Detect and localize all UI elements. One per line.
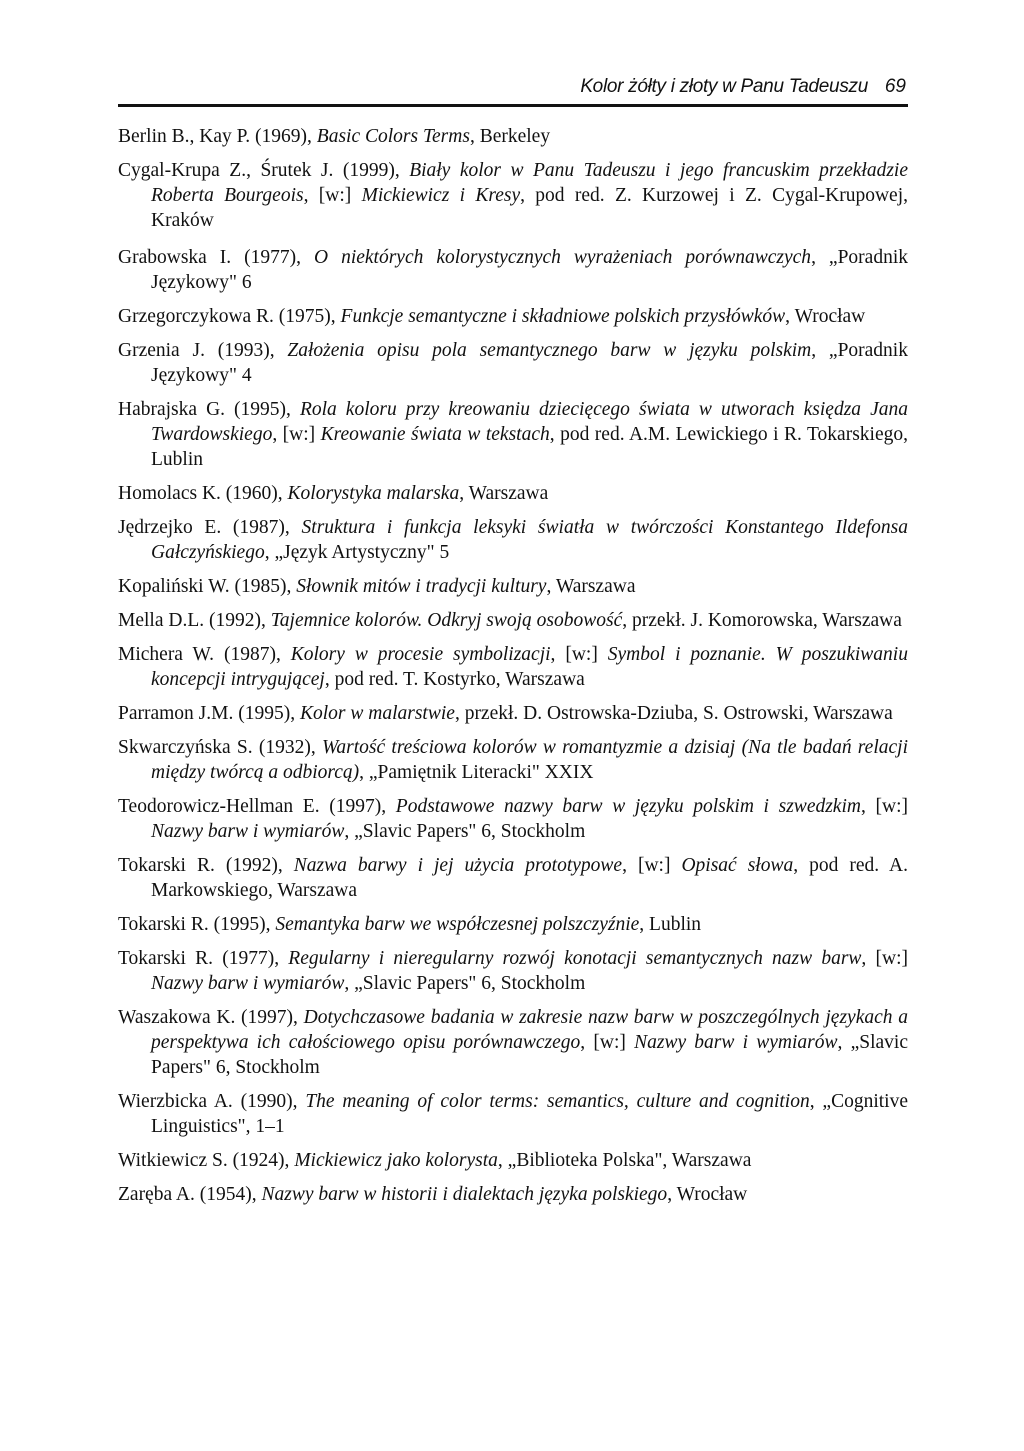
reference-title: Symbol i poznanie. W poszukiwaniu koncepcji intrygującej xyxy=(151,644,908,690)
reference-title: Nazwy barw i wymiarów xyxy=(634,1032,838,1053)
reference-title: Rola koloru przy kreowaniu dziecięcego świata w utworach księdza Jana Twardowskiego xyxy=(151,399,908,445)
reference-text: Tokarski R. (1992), xyxy=(118,855,294,876)
reference-text: , pod red. T. Kostyrko, Warszawa xyxy=(324,669,585,690)
reference-text: , „Cognitive Linguistics", 1–1 xyxy=(151,1091,908,1137)
reference-title: Założenia opisu pola semantycznego barw w języku polskim xyxy=(287,340,812,361)
reference-entry xyxy=(118,304,908,329)
reference-text: Cygal-Krupa Z., Śrutek J. (1999), xyxy=(118,160,410,181)
reference-entry xyxy=(118,515,908,565)
reference-entry xyxy=(118,397,908,472)
reference-title: Regularny i nieregularny rozwój konotacji semantycznych nazw barw xyxy=(288,948,862,969)
reference-entry xyxy=(118,946,908,996)
running-title: Kolor żółty i złoty w Panu Tadeuszu xyxy=(580,76,868,97)
reference-text: Waszakowa K. (1997), xyxy=(118,1007,304,1028)
reference-entry xyxy=(118,481,908,506)
reference-text: , Wrocław xyxy=(667,1184,748,1205)
reference-text: Grzenia J. (1993), xyxy=(118,340,288,361)
reference-entry xyxy=(118,1089,908,1139)
reference-text: , Wrocław xyxy=(785,306,866,327)
reference-text: , „Slavic Papers" 6, Stockholm xyxy=(344,973,586,994)
reference-text: Michera W. (1987), xyxy=(118,644,291,665)
reference-text: , pod red. A. Markowskiego, Warszawa xyxy=(151,855,909,901)
reference-title: Nazwy barw i wymiarów xyxy=(151,821,345,842)
page-header xyxy=(118,76,908,107)
reference-text: , Warszawa xyxy=(459,483,549,504)
reference-text: , „Poradnik Językowy" 4 xyxy=(151,340,908,386)
bibliography xyxy=(118,124,908,1207)
reference-title: Dotychczasowe badania w zakresie nazw barw w poszczególnych językach a perspektywa ich całościowego opisu porównawczego xyxy=(151,1007,908,1053)
reference-text: , [w:] xyxy=(303,185,362,206)
reference-text: , „Slavic Papers" 6, Stockholm xyxy=(151,1032,908,1078)
reference-title: Tajemnice kolorów. Odkryj swoją osobowość xyxy=(270,610,623,631)
reference-entry xyxy=(118,574,908,599)
reference-text: Parramon J.M. (1995), xyxy=(118,703,300,724)
reference-entry xyxy=(118,245,908,295)
reference-text: , przekł. D. Ostrowska-Dziuba, S. Ostrowski, Warszawa xyxy=(454,703,893,724)
reference-text: , „Slavic Papers" 6, Stockholm xyxy=(344,821,586,842)
reference-text: , Lublin xyxy=(639,914,702,935)
reference-entry xyxy=(118,338,908,388)
reference-text: , „Poradnik Językowy" 6 xyxy=(151,247,908,293)
reference-title: Wartość treściowa kolorów w romantyzmie a dzisiaj (Na tle badań relacji między twórcą a odbiorcą) xyxy=(151,737,908,783)
reference-text: , „Pamiętnik Literacki" XXIX xyxy=(359,762,594,783)
reference-entry xyxy=(118,701,908,726)
reference-title: Biały kolor w Panu Tadeuszu i jego francuskim przekładzie Roberta Bourgeois xyxy=(151,160,908,206)
reference-text: Zaręba A. (1954), xyxy=(118,1184,262,1205)
reference-title: Mickiewicz i Kresy xyxy=(361,185,521,206)
reference-text: Wierzbicka A. (1990), xyxy=(118,1091,306,1112)
reference-text: , Berkeley xyxy=(469,126,551,147)
reference-title: Mickiewicz jako kolorysta xyxy=(294,1150,498,1171)
reference-text: , [w:] xyxy=(580,1032,635,1053)
reference-text: Homolacs K. (1960), xyxy=(118,483,288,504)
reference-text: , pod red. Z. Kurzowej i Z. Cygal-Krupowej, Kraków xyxy=(151,185,908,231)
reference-text: , [w:] xyxy=(622,855,682,876)
reference-title: Opisać słowa xyxy=(681,855,794,876)
reference-title: Kolor w malarstwie xyxy=(299,703,455,724)
reference-title: Podstawowe nazwy barw w języku polskim i szwedzkim xyxy=(395,796,861,817)
reference-title: Kolorystyka malarska xyxy=(287,483,460,504)
reference-title: O niektórych kolorystycznych wyrażeniach porównawczych xyxy=(314,247,812,268)
reference-text: , pod red. A.M. Lewickiego i R. Tokarskiego, Lublin xyxy=(151,424,908,470)
reference-text: , [w:] xyxy=(861,948,908,969)
reference-title: Struktura i funkcja leksyki światła w twórczości Konstantego Ildefonsa Gałczyńskiego xyxy=(151,517,909,563)
reference-entry xyxy=(118,642,908,692)
reference-text: Teodorowicz-Hellman E. (1997), xyxy=(118,796,396,817)
reference-text: , [w:] xyxy=(860,796,908,817)
reference-text: , „Biblioteka Polska", Warszawa xyxy=(497,1150,752,1171)
reference-entry xyxy=(118,124,908,149)
reference-entry xyxy=(118,735,908,785)
reference-entry xyxy=(118,912,908,937)
reference-entry xyxy=(118,1182,908,1207)
reference-entry xyxy=(118,1005,908,1080)
reference-entry xyxy=(118,1148,908,1173)
reference-title: The meaning of color terms: semantics, culture and cognition xyxy=(305,1091,810,1112)
reference-title: Kolory w procesie symbolizacji xyxy=(290,644,551,665)
reference-entry xyxy=(118,158,908,233)
reference-text: Grabowska I. (1977), xyxy=(118,247,314,268)
reference-text: Kopaliński W. (1985), xyxy=(118,576,297,597)
reference-text: Berlin B., Kay P. (1969), xyxy=(118,126,317,147)
page-number: 69 xyxy=(884,76,906,97)
reference-text: Witkiewicz S. (1924), xyxy=(118,1150,295,1171)
reference-title: Semantyka barw we współczesnej polszczyźnie xyxy=(275,914,640,935)
reference-title: Nazwy barw i wymiarów xyxy=(151,973,345,994)
reference-text: Tokarski R. (1977), xyxy=(118,948,289,969)
reference-text: Skwarczyńska S. (1932), xyxy=(118,737,322,758)
reference-title: Kreowanie świata w tekstach xyxy=(320,424,550,445)
reference-text: Tokarski R. (1995), xyxy=(118,914,276,935)
reference-title: Funkcje semantyczne i składniowe polskich przysłówków xyxy=(340,306,786,327)
reference-text: Mella D.L. (1992), xyxy=(118,610,271,631)
reference-entry xyxy=(118,794,908,844)
reference-text: , „Język Artystyczny" 5 xyxy=(264,542,450,563)
reference-text: , [w:] xyxy=(550,644,608,665)
reference-title: Nazwa barwy i jej użycia prototypowe xyxy=(293,855,623,876)
reference-text: Habrajska G. (1995), xyxy=(118,399,300,420)
reference-text: , Warszawa xyxy=(546,576,636,597)
reference-entry xyxy=(118,853,908,903)
reference-text: , przekł. J. Komorowska, Warszawa xyxy=(622,610,902,631)
reference-text: Jędrzejko E. (1987), xyxy=(118,517,302,538)
reference-title: Nazwy barw w historii i dialektach języka polskiego xyxy=(261,1184,668,1205)
reference-text: Grzegorczykowa R. (1975), xyxy=(118,306,341,327)
reference-title: Basic Colors Terms xyxy=(316,126,470,147)
reference-entry xyxy=(118,608,908,633)
reference-text: , [w:] xyxy=(272,424,321,445)
reference-title: Słownik mitów i tradycji kultury xyxy=(296,576,547,597)
